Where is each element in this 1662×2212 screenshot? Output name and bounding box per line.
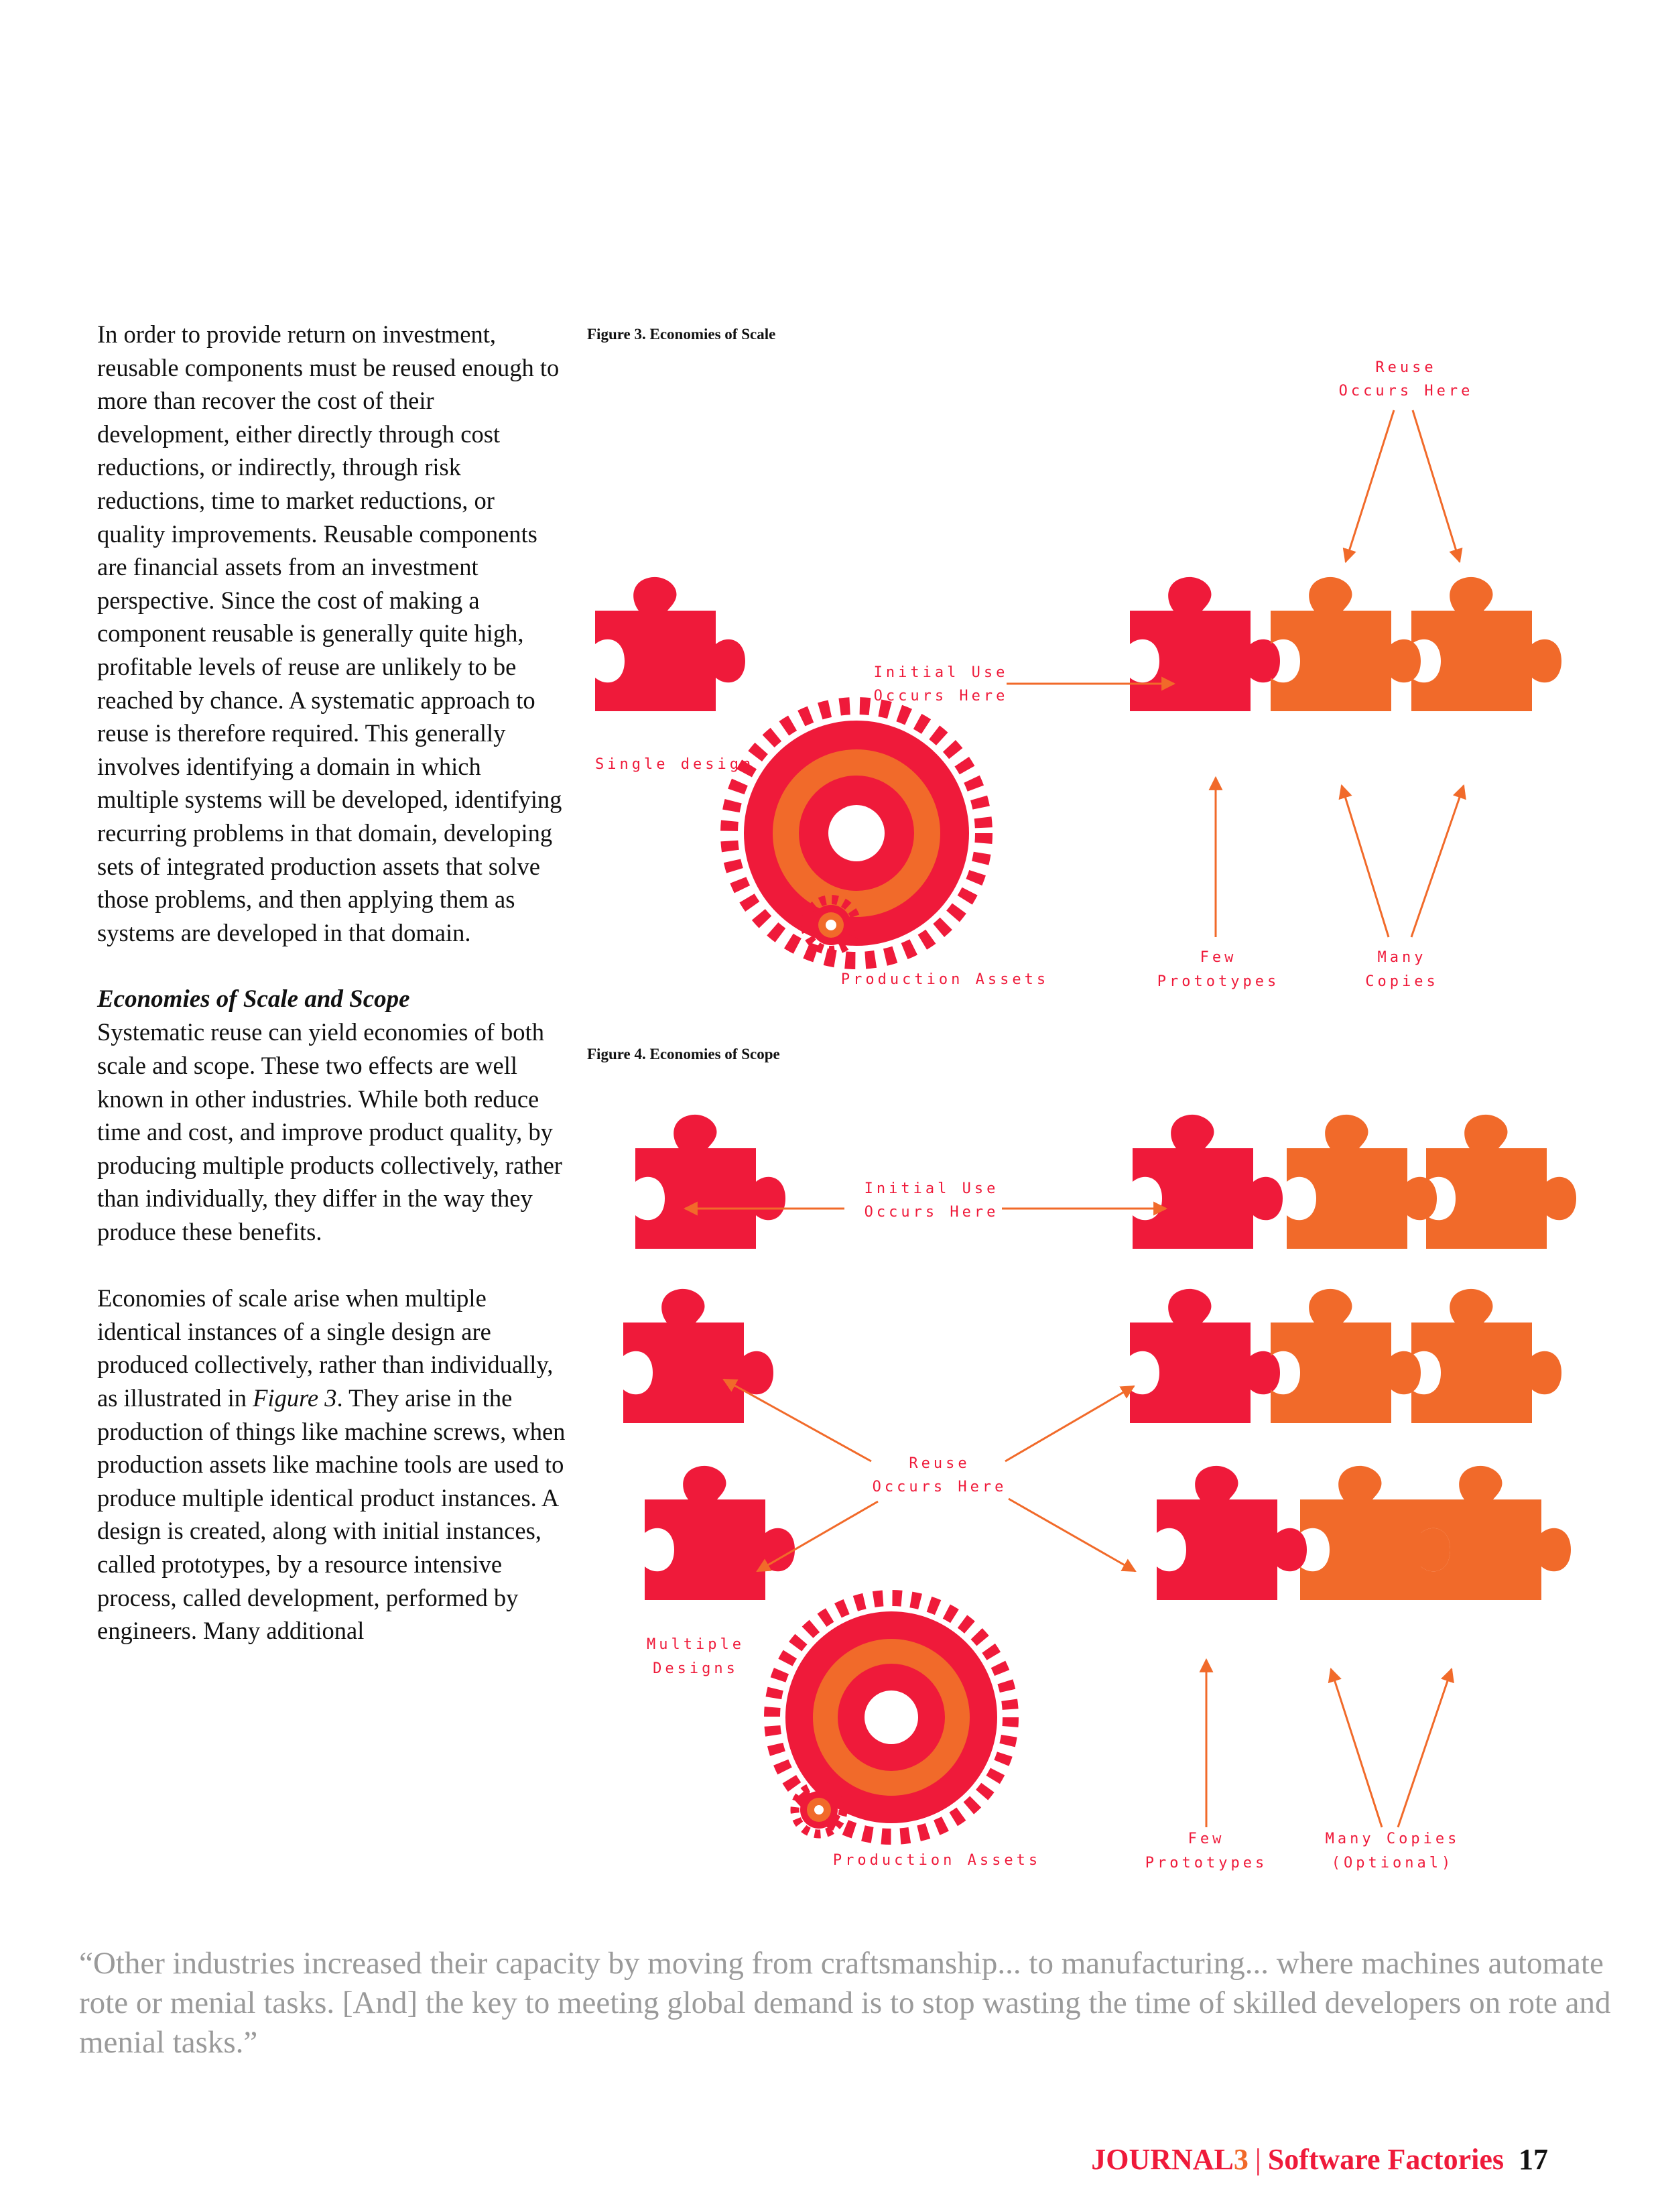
fig3-reuse-label: Reuse <box>1375 359 1437 376</box>
p3-text-b: . They arise in the production of things like machine screws, when production assets like machine tools are used to produce multiple identical product instances. A design is created, along with initial instances, called prototypes, by a resource intensive process, called development, performed by engineers. Many additional <box>97 1384 566 1645</box>
figure-3-reference: Figure 3 <box>253 1384 337 1412</box>
page-footer <box>1091 2142 1548 2176</box>
fig3-single-design-piece <box>595 577 745 711</box>
journal-number: 3 <box>1233 2143 1249 2176</box>
fig4-few-prototypes-label: Prototypes <box>1145 1855 1268 1871</box>
fig4-many-copies-label: Many Copies <box>1325 1831 1460 1847</box>
fig3-many-copies-label: Many <box>1377 949 1427 966</box>
fig4-prototype-piece <box>1133 1115 1283 1249</box>
figure-3-caption: Figure 3. Economies of Scale <box>587 326 776 343</box>
fig4-prototype-piece <box>1130 1289 1280 1423</box>
fig4-initial-use-label: Initial Use <box>864 1180 999 1197</box>
fig4-multiple-designs-label: Multiple <box>647 1636 745 1653</box>
fig4-many-copies-label: (Optional) <box>1331 1855 1454 1871</box>
fig4-copy-piece <box>1411 1289 1561 1423</box>
fig3-production-assets-label: Production Assets <box>840 971 1049 988</box>
fig4-design-piece <box>635 1115 785 1249</box>
journal-name: JOURNAL <box>1091 2143 1234 2176</box>
footer-separator: | <box>1255 2143 1261 2176</box>
paragraph-scale-scope: Systematic reuse can yield economies of both scale and scope. These two effects are well known in other industries. While both reduce time and cost, and improve product quality, by producing multiple products collectively, rather than individually, they differ in the way they produce these benefits. <box>97 1018 562 1246</box>
fig4-initial-use-label: Occurs Here <box>864 1204 999 1221</box>
fig3-prototype-piece <box>1130 577 1280 711</box>
fig4-multiple-designs-label: Designs <box>653 1660 739 1677</box>
fig3-initial-use-label: Initial Use <box>873 664 1009 681</box>
fig4-copy-piece <box>1287 1115 1437 1249</box>
fig3-reuse-arrow <box>1413 410 1460 562</box>
fig3-copies-arrow <box>1411 786 1464 937</box>
fig3-copy-piece <box>1271 577 1421 711</box>
section-title: Software Factories <box>1267 2143 1504 2176</box>
paragraph-roi: In order to provide return on investment, reusable components must be reused enough to more than recover the cost of their development, either directly through cost reductions, or indirectly, through risk reductions, time to market reductions, or quality improvements. Reusable components are financial assets from an investment perspective. Since the cost of making a component reusable is generally quite high, profitable levels of reuse are unlikely to be reached by chance. A systematic approach to reuse is therefore required. This generally involves identifying a domain in which multiple systems will be developed, identifying recurring problems in that domain, developing sets of integrated production assets that solve those problems, and then applying them as systems are developed in that domain. <box>97 320 562 946</box>
fig4-design-piece <box>623 1289 773 1423</box>
fig4-reuse-arrow <box>724 1379 871 1461</box>
fig4-copies-arrow <box>1331 1669 1382 1827</box>
fig4-reuse-arrow <box>1005 1386 1134 1461</box>
fig3-copies-arrow <box>1342 786 1389 937</box>
fig4-production-assets-label: Production Assets <box>832 1852 1041 1869</box>
fig3-few-prototypes-label: Prototypes <box>1157 973 1280 990</box>
fig3-reuse-label: Occurs Here <box>1338 383 1474 400</box>
fig3-few-prototypes-label: Few <box>1200 949 1237 966</box>
p3-text-a: Economies of scale arise when multiple identical instances of a single design are produced collectively, rather than individually, as illustrated in <box>97 1284 554 1412</box>
fig3-copy-piece <box>1411 577 1561 711</box>
section-heading: Economies of Scale and Scope <box>97 985 410 1013</box>
fig4-copy-piece <box>1271 1289 1421 1423</box>
fig4-prototype-piece <box>1157 1466 1307 1600</box>
fig3-single-design-label: Single design <box>595 756 755 773</box>
fig4-copies-arrow <box>1398 1669 1452 1827</box>
fig3-many-copies-label: Copies <box>1365 973 1439 990</box>
pull-quote: “Other industries increased their capacity by moving from craftsmanship... to manufacturing... where machines automate rote or menial tasks. [And] the key to meeting global demand is to stop wasting the time of skilled developers on rote and menial tasks.” <box>79 1946 1611 2060</box>
fig4-reuse-label: Occurs Here <box>872 1479 1007 1495</box>
fig4-design-piece <box>645 1466 795 1600</box>
fig3-initial-use-label: Occurs Here <box>873 688 1009 704</box>
figure-4-caption: Figure 4. Economies of Scope <box>587 1046 780 1062</box>
page-number: 17 <box>1519 2143 1548 2176</box>
fig3-reuse-arrow <box>1346 410 1394 562</box>
fig4-few-prototypes-label: Few <box>1188 1831 1225 1847</box>
fig4-reuse-label: Reuse <box>909 1455 970 1472</box>
fig4-copy-piece <box>1426 1115 1576 1249</box>
fig4-reuse-arrow <box>1009 1499 1135 1571</box>
